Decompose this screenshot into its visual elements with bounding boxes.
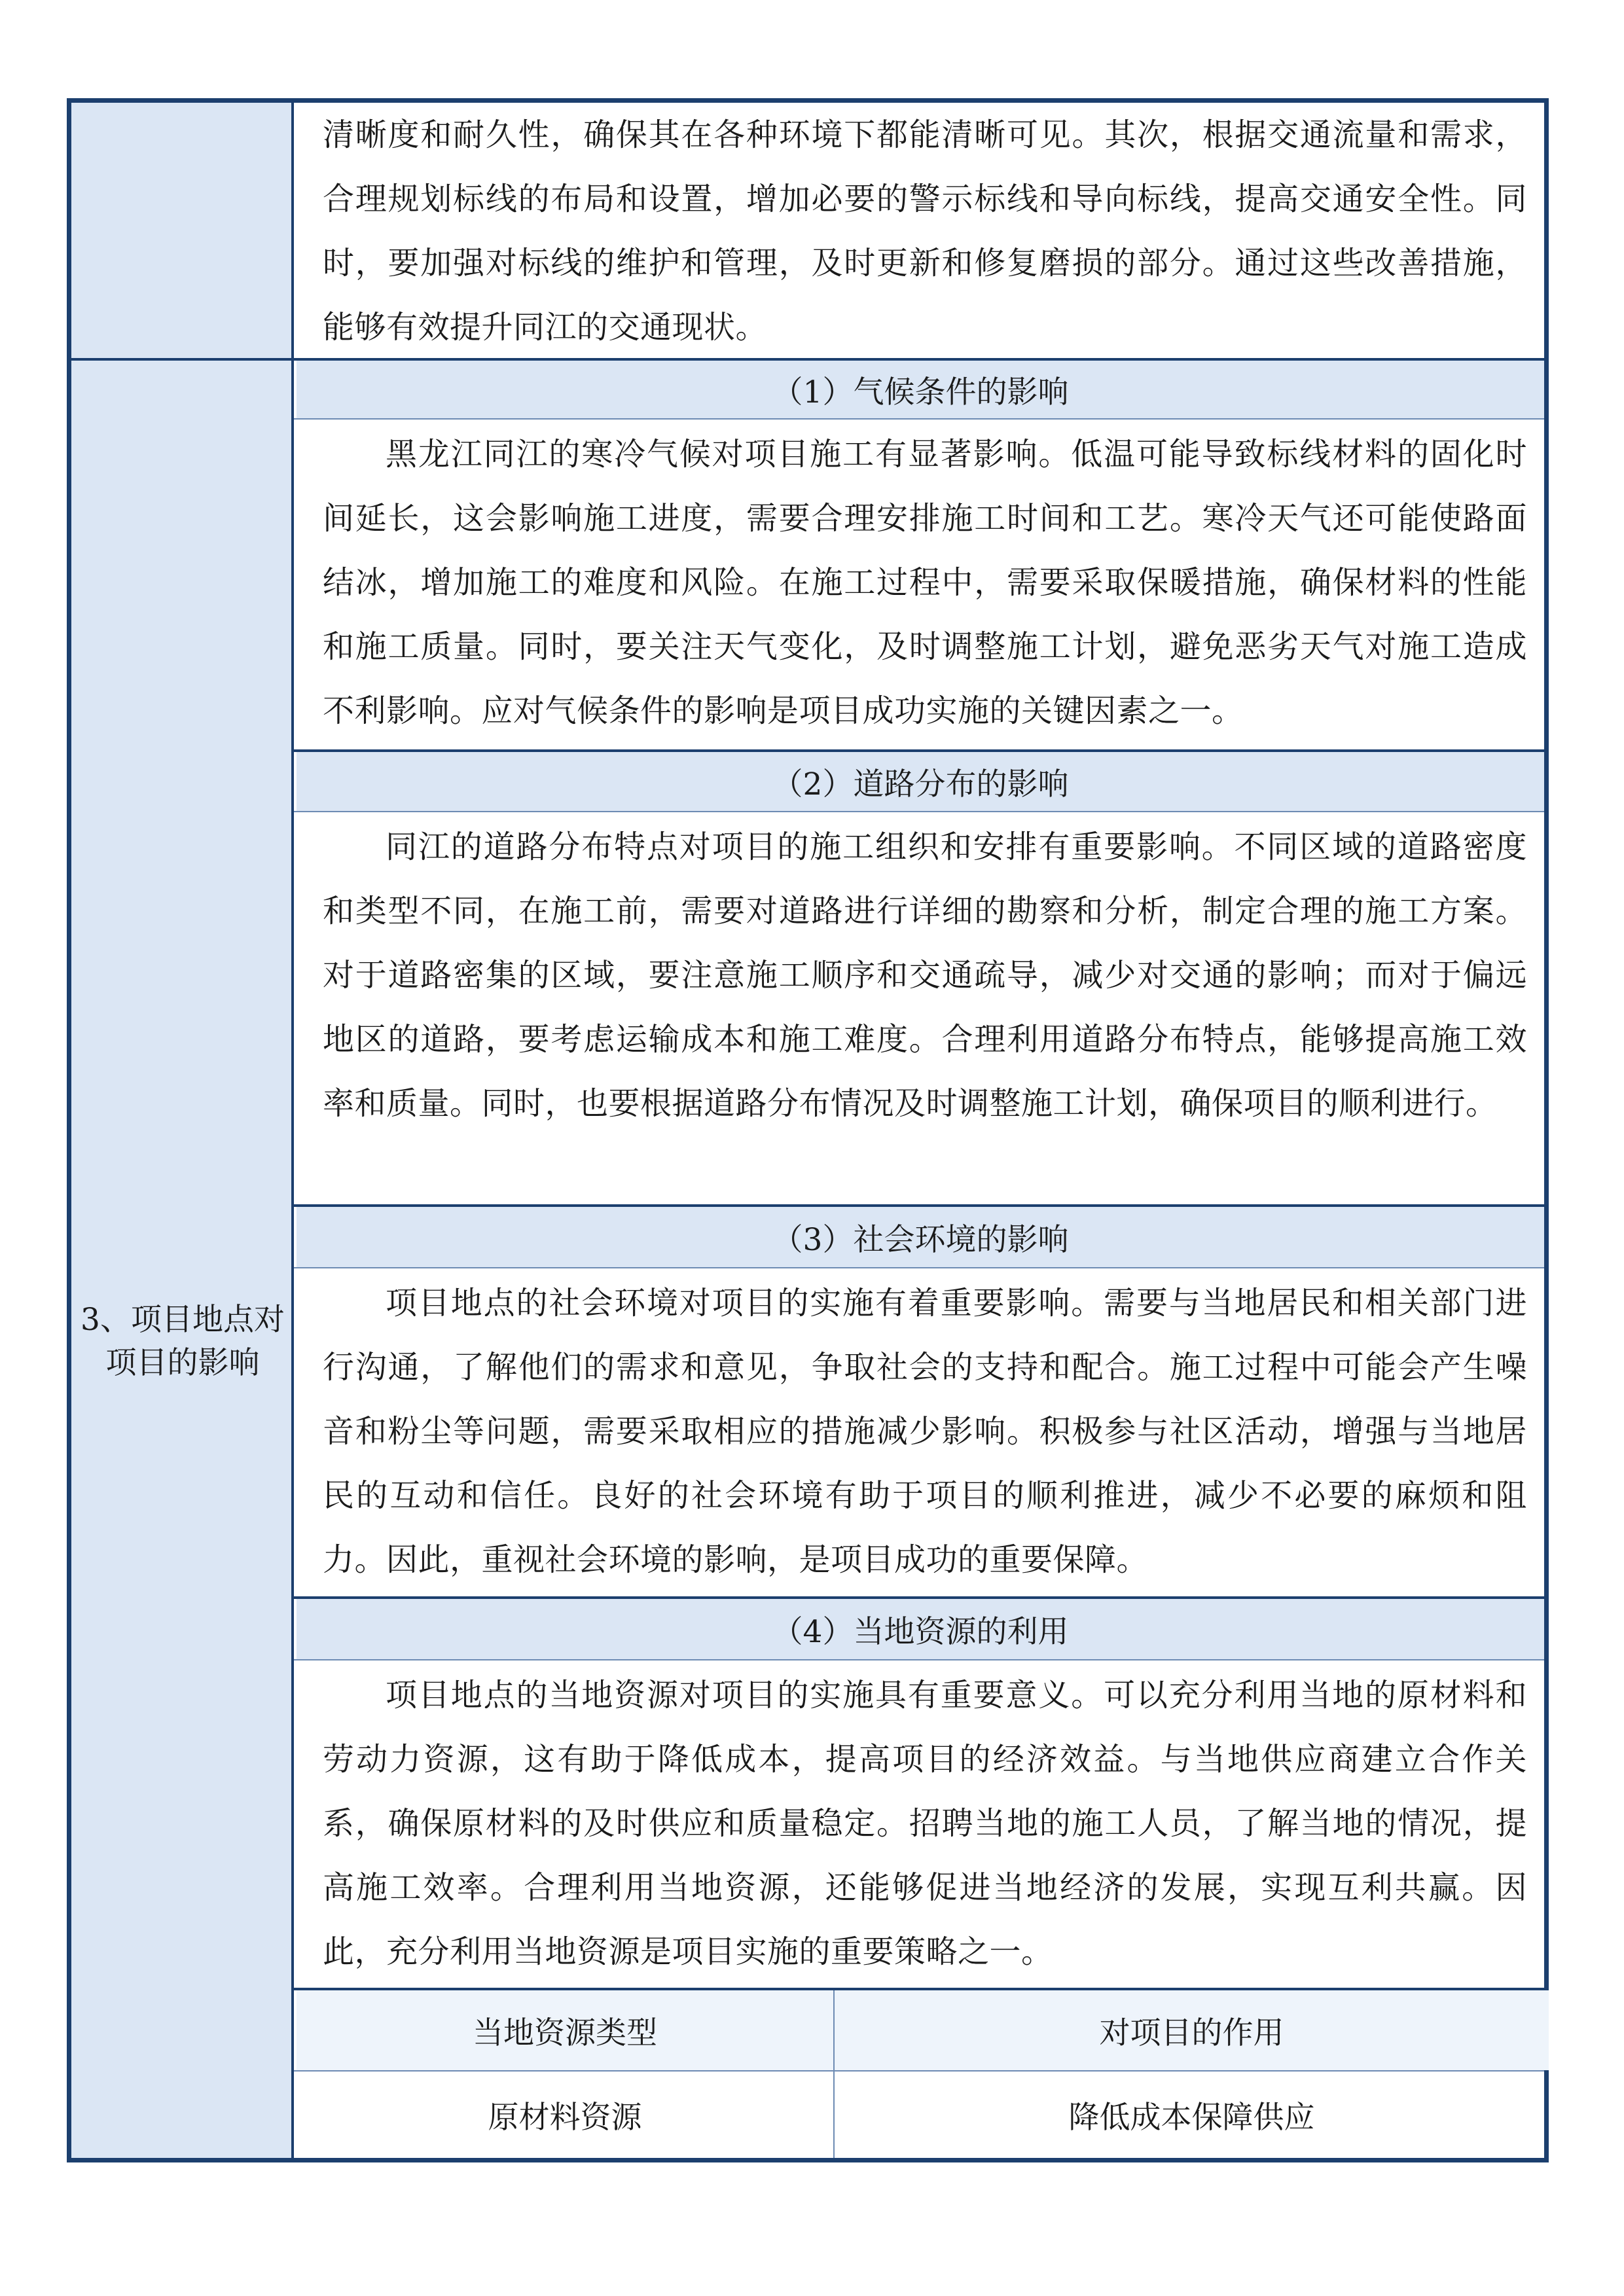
table-cell-resource-type: 原材料资源 [488,2099,642,2136]
heading-divider [294,1267,1544,1268]
left-label-column [71,103,294,2158]
table-cell-project-role: 降低成本保障供应 [1068,2099,1315,2136]
table-header-resource-type: 当地资源类型 [297,1990,833,2070]
subsection-heading-roads: （2）道路分布的影响 [297,752,1544,811]
heading-divider [294,1659,1544,1660]
section-label-project-location: 3、项目地点对项目的影响 [81,1302,285,1381]
table-header-project-role: 对项目的作用 [835,1990,1549,2070]
subsection-heading-climate: （1）气候条件的影响 [297,361,1544,418]
table-column-divider [833,1990,835,2158]
subsection-paragraph-climate: 黑龙江同江的寒冷气候对项目施工有显著影响。低温可能导致标线材料的固化时间延长，这会影响施工进度，需要合理安排施工时间和工艺。寒冷天气还可能使路面结冰，增加施工的难度和风险。在施工过程中，需要采取保暖措施，确保材料的性能和施工质量。同时，要关注天气变化，及时调整施工计划，避免恶劣天气对施工造成不利影响。应对气候条件的影响是项目成功实施的关键因素之一。 [323,436,1527,729]
heading-divider [294,418,1544,420]
subsection-paragraph-social: 项目地点的社会环境对项目的实施有着重要影响。需要与当地居民和相关部门进行沟通，了解他们的需求和意见，争取社会的支持和配合。施工过程中可能会产生噪音和粉尘等问题，需要采取相应的措施减少影响。积极参与社区活动，增强与当地居民的互动和信任。良好的社会环境有助于项目的顺利推进，减少不必要的麻烦和阻力。因此，重视社会环境的影响，是项目成功的重要保障。 [323,1285,1527,1578]
subsection-heading-social: （3）社会环境的影响 [297,1207,1544,1267]
heading-divider [294,811,1544,812]
document-table [67,98,1549,2162]
subsection-paragraph-resources: 项目地点的当地资源对项目的实施具有重要意义。可以充分利用当地的原材料和劳动力资源，这有助于降低成本，提高项目的经济效益。与当地供应商建立合作关系，确保原材料的及时供应和质量稳定。招聘当地的施工人员，了解当地的情况，提高施工效率。合理利用当地资源，还能够促进当地经济的发展，实现互利共赢。因此，充分利用当地资源是项目实施的重要策略之一。 [323,1677,1527,1970]
top-cell-paragraph: 清晰度和耐久性，确保其在各种环境下都能清晰可见。其次，根据交通流量和需求，合理规划标线的布局和设置，增加必要的警示标线和导向标线，提高交通安全性。同时，要加强对标线的维护和管理，及时更新和修复磨损的部分。通过这些改善措施，能够有效提升同江的交通现状。 [323,117,1527,346]
row-divider [71,358,291,361]
subsection-heading-resources: （4）当地资源的利用 [297,1599,1544,1659]
subsection-paragraph-roads: 同江的道路分布特点对项目的施工组织和安排有重要影响。不同区域的道路密度和类型不同，在施工前，需要对道路进行详细的勘察和分析，制定合理的施工方案。对于道路密集的区域，要注意施工顺序和交通疏导，减少对交通的影响；而对于偏远地区的道路，要考虑运输成本和施工难度。合理利用道路分布特点，能够提高施工效率和质量。同时，也要根据道路分布情况及时调整施工计划，确保项目的顺利进行。 [323,829,1527,1122]
